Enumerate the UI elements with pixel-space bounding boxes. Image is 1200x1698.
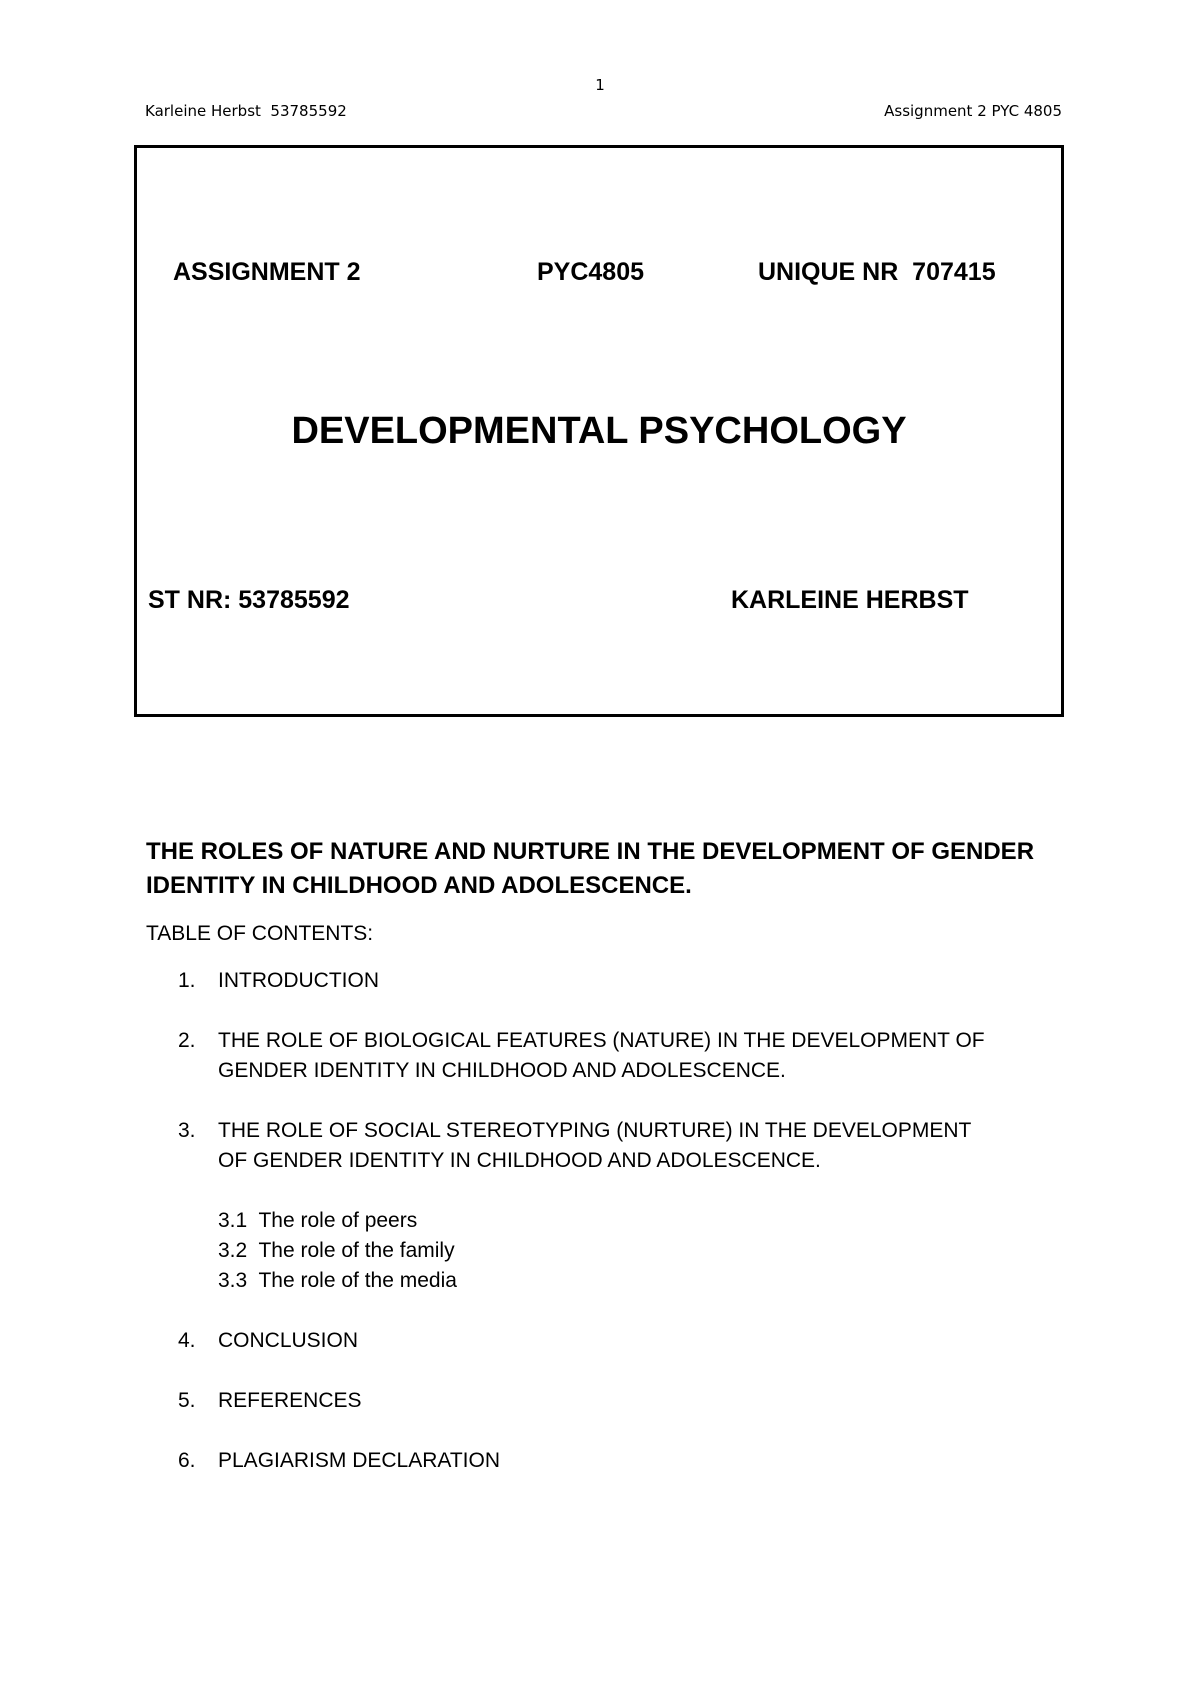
title-box [134, 145, 1064, 717]
toc-item-text: REFERENCES [218, 1389, 362, 1412]
table-of-contents [178, 966, 998, 1476]
toc-item [178, 966, 998, 996]
toc-item-number: 6. [178, 1449, 196, 1472]
unique-number: UNIQUE NR 707415 [758, 258, 996, 286]
toc-item [178, 1326, 998, 1356]
essay-title: THE ROLES OF NATURE AND NURTURE IN THE DEVELOPMENT OF GENDER IDENTITY IN CHILDHOOD AND ADOLESCENCE. [146, 838, 1035, 899]
subject-title: DEVELOPMENTAL PSYCHOLOGY [291, 410, 907, 452]
toc-item-number: 4. [178, 1329, 196, 1352]
toc-item-text: CONCLUSION [218, 1329, 359, 1352]
toc-subitem: 3.1 The role of peers [218, 1209, 418, 1232]
toc-subitem: 3.3 The role of the media [218, 1269, 457, 1292]
header-author: Karleine Herbst 53785592 [145, 102, 347, 120]
assignment-label: ASSIGNMENT 2 [173, 258, 361, 286]
page-number: 1 [595, 76, 605, 94]
student-name: KARLEINE HERBST [731, 586, 969, 614]
toc-item-number: 1. [178, 969, 196, 992]
toc-heading: TABLE OF CONTENTS: [146, 922, 374, 945]
toc-item-text: THE ROLE OF SOCIAL STEREOTYPING (NURTURE) IN THE DEVELOPMENT OF GENDER IDENTITY IN CHILDHOOD AND ADOLESCENCE. [218, 1119, 972, 1172]
header-assignment: Assignment 2 PYC 4805 [884, 102, 1062, 120]
toc-item-number: 2. [178, 1029, 196, 1052]
toc-item [178, 1446, 998, 1476]
course-code: PYC4805 [537, 258, 645, 286]
toc-subitem: 3.2 The role of the family [218, 1239, 455, 1262]
student-number: ST NR: 53785592 [148, 586, 350, 614]
toc-sublist [218, 1206, 998, 1296]
toc-item [178, 1116, 998, 1296]
toc-item-text: PLAGIARISM DECLARATION [218, 1449, 501, 1472]
toc-item-number: 5. [178, 1389, 196, 1412]
toc-item-text: INTRODUCTION [218, 969, 379, 992]
toc-item [178, 1026, 998, 1086]
toc-item-number: 3. [178, 1119, 196, 1142]
toc-item [178, 1386, 998, 1416]
toc-item-text: THE ROLE OF BIOLOGICAL FEATURES (NATURE) IN THE DEVELOPMENT OF GENDER IDENTITY IN CHILDHOOD AND ADOLESCENCE. [218, 1029, 985, 1082]
